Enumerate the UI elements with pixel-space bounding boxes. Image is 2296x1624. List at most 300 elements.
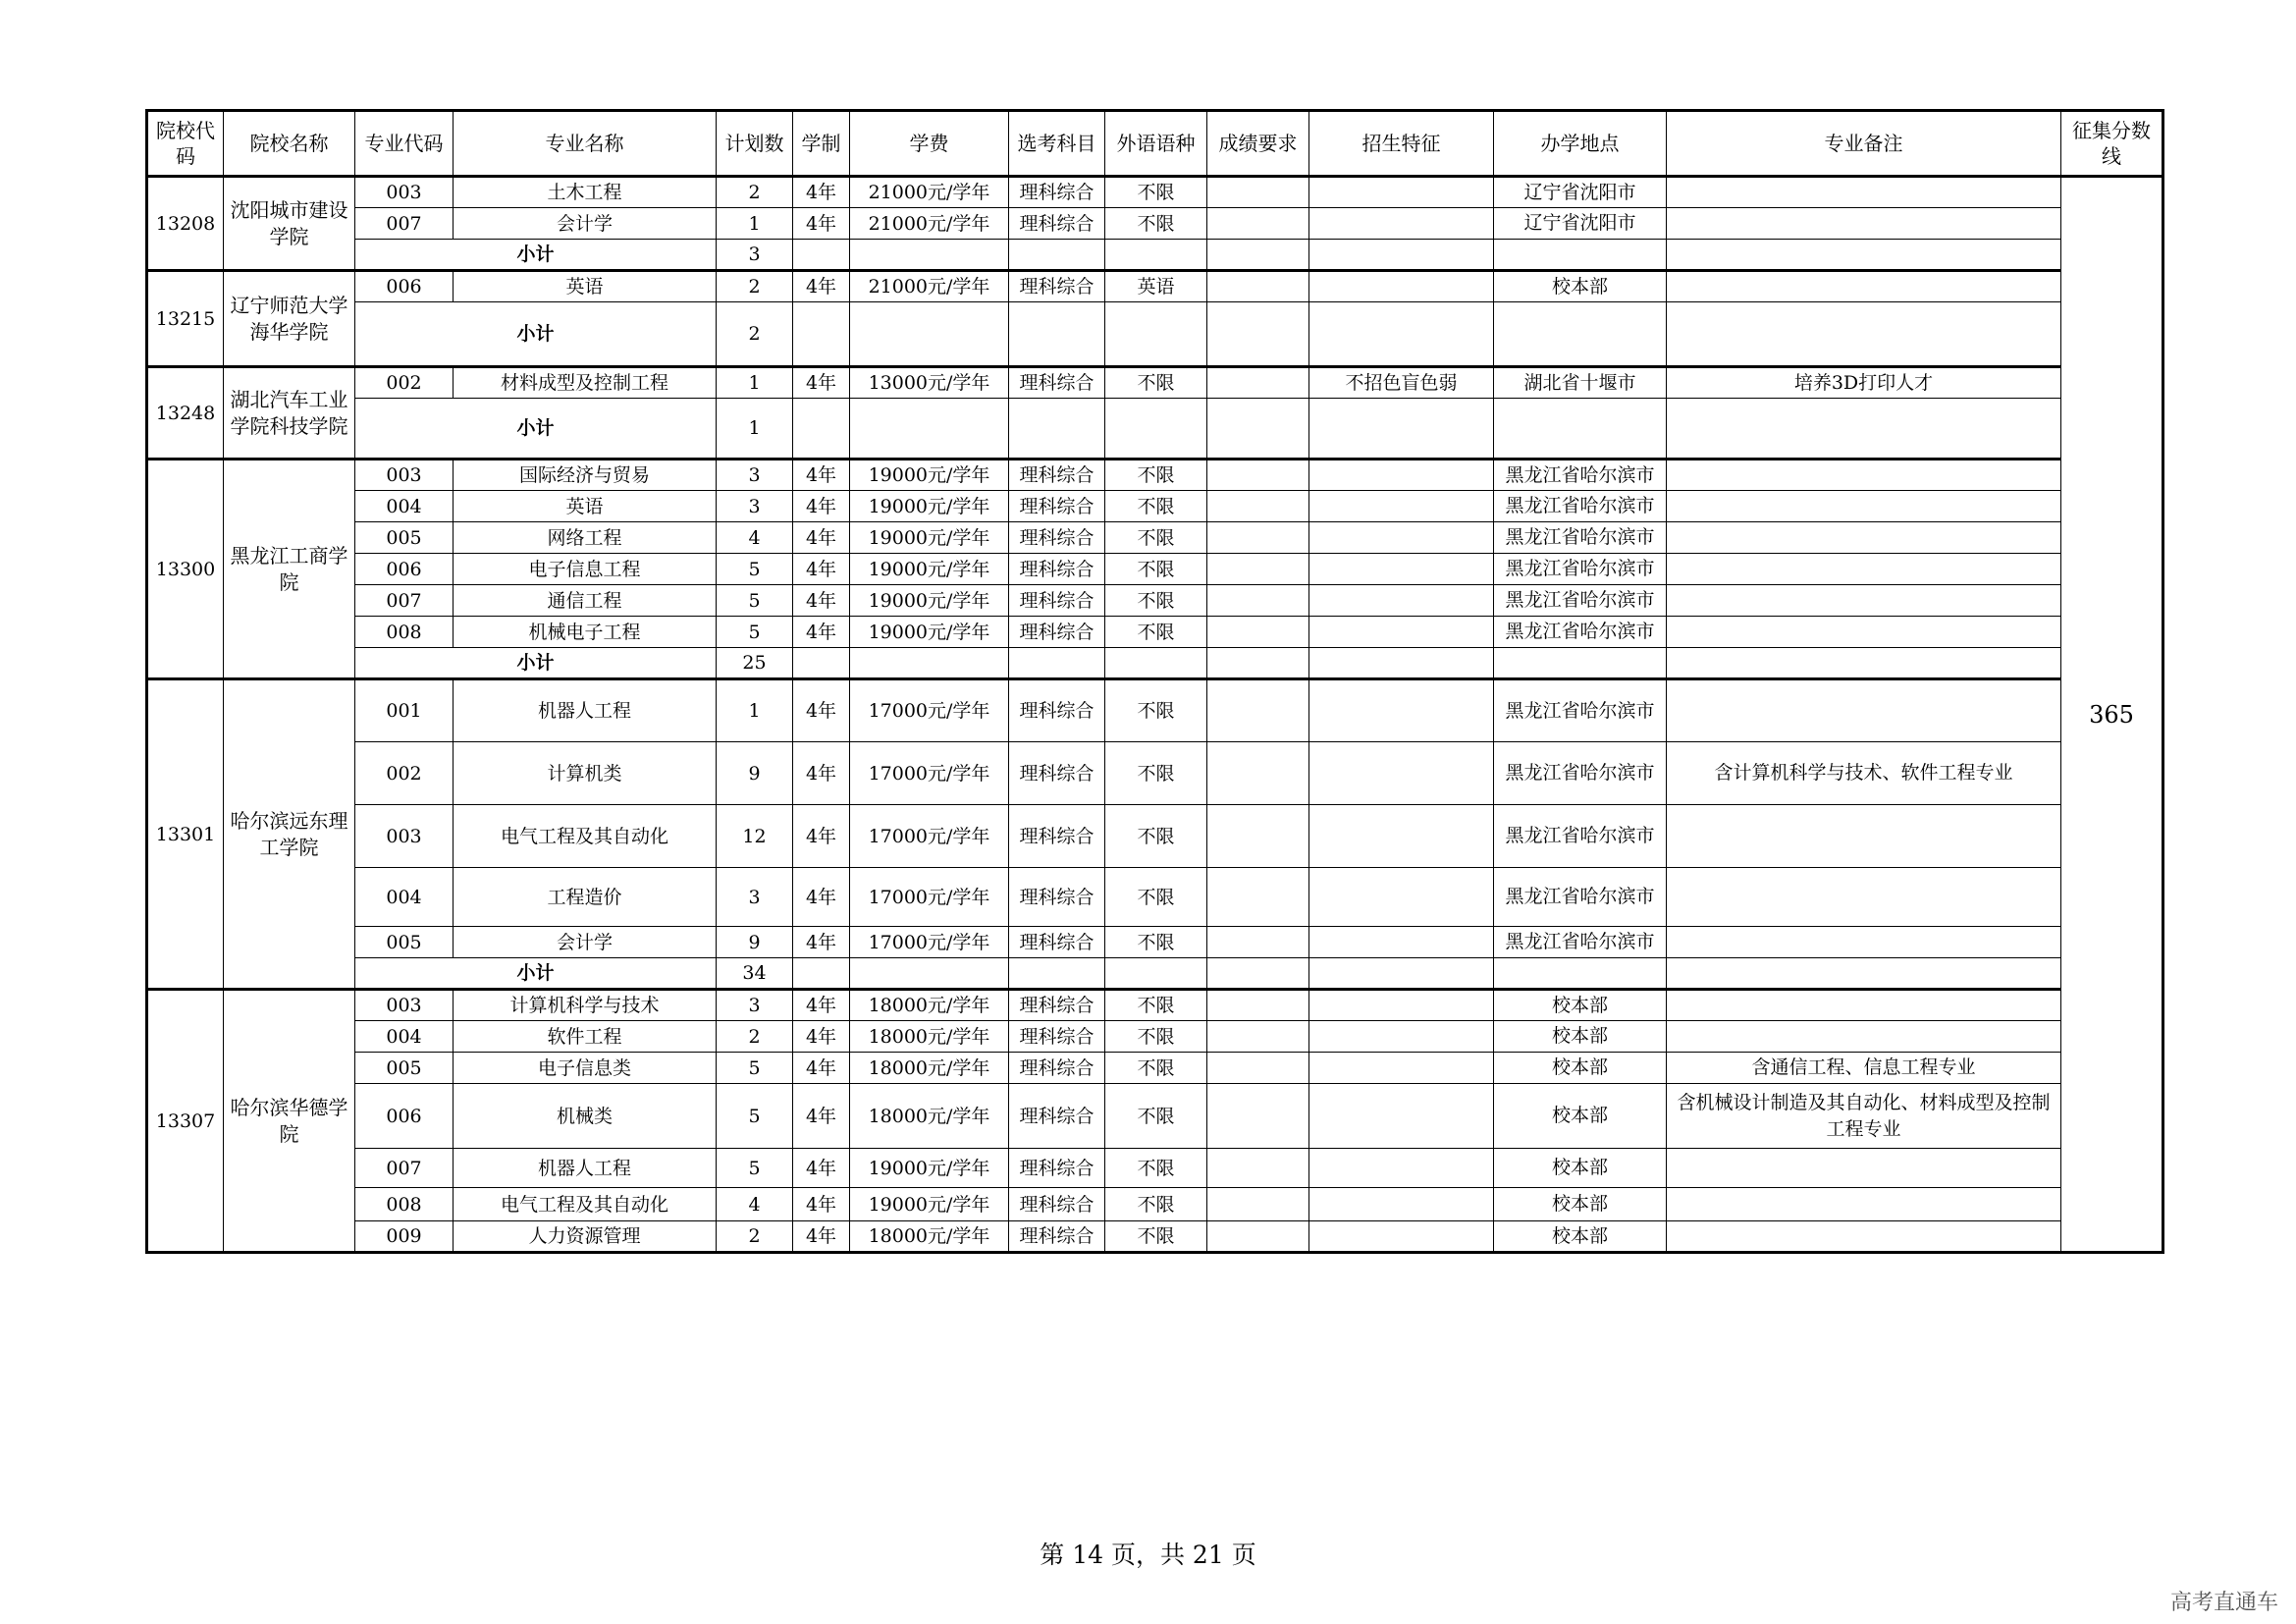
- empty-cell: [1494, 958, 1667, 990]
- grade-req: [1207, 585, 1309, 617]
- subject: 理科综合: [1009, 990, 1105, 1021]
- plan-count: 3: [717, 491, 793, 522]
- major-name: 计算机科学与技术: [454, 990, 717, 1021]
- plan-count: 2: [717, 177, 793, 208]
- subject: 理科综合: [1009, 208, 1105, 240]
- subtotal-label: 小计: [355, 302, 717, 367]
- grade-req: [1207, 491, 1309, 522]
- plan-count: 5: [717, 554, 793, 585]
- language: 不限: [1105, 1053, 1207, 1084]
- years: 4年: [793, 367, 850, 399]
- fee: 21000元/学年: [850, 271, 1009, 302]
- language: 不限: [1105, 990, 1207, 1021]
- empty-cell: [1207, 958, 1309, 990]
- language: 不限: [1105, 927, 1207, 958]
- empty-cell: [793, 302, 850, 367]
- years: 4年: [793, 1021, 850, 1053]
- language: 不限: [1105, 742, 1207, 805]
- fee: 17000元/学年: [850, 679, 1009, 742]
- fee: 21000元/学年: [850, 177, 1009, 208]
- location: 校本部: [1494, 1053, 1667, 1084]
- header-major-name: 专业名称: [454, 111, 717, 177]
- years: 4年: [793, 679, 850, 742]
- remark: [1667, 679, 2061, 742]
- subject: 理科综合: [1009, 679, 1105, 742]
- school-code: 13300: [147, 460, 224, 679]
- years: 4年: [793, 1084, 850, 1149]
- school-name: 黑龙江工商学院: [224, 460, 355, 679]
- location: 黑龙江省哈尔滨市: [1494, 522, 1667, 554]
- grade-req: [1207, 367, 1309, 399]
- subject: 理科综合: [1009, 367, 1105, 399]
- empty-cell: [1105, 958, 1207, 990]
- plan-count: 4: [717, 1188, 793, 1221]
- grade-req: [1207, 1084, 1309, 1149]
- fee: 19000元/学年: [850, 585, 1009, 617]
- fee: 21000元/学年: [850, 208, 1009, 240]
- empty-cell: [850, 302, 1009, 367]
- grade-req: [1207, 1188, 1309, 1221]
- empty-cell: [1009, 240, 1105, 271]
- major-code: 002: [355, 742, 454, 805]
- table-row: [147, 742, 2163, 805]
- major-name: 机器人工程: [454, 1149, 717, 1188]
- plan-count: 3: [717, 460, 793, 491]
- feature: [1309, 460, 1494, 491]
- location: 黑龙江省哈尔滨市: [1494, 491, 1667, 522]
- subject: 理科综合: [1009, 868, 1105, 927]
- grade-req: [1207, 1053, 1309, 1084]
- location: 校本部: [1494, 1188, 1667, 1221]
- fee: 19000元/学年: [850, 522, 1009, 554]
- empty-cell: [793, 240, 850, 271]
- remark: [1667, 1221, 2061, 1253]
- language: 不限: [1105, 554, 1207, 585]
- header-language: 外语语种: [1105, 111, 1207, 177]
- empty-cell: [1105, 648, 1207, 679]
- fee: 19000元/学年: [850, 460, 1009, 491]
- language: 不限: [1105, 522, 1207, 554]
- major-name: 材料成型及控制工程: [454, 367, 717, 399]
- remark: [1667, 1149, 2061, 1188]
- empty-cell: [1494, 302, 1667, 367]
- empty-cell: [793, 399, 850, 460]
- feature: [1309, 927, 1494, 958]
- header-feature: 招生特征: [1309, 111, 1494, 177]
- plan-count: 1: [717, 208, 793, 240]
- empty-cell: [793, 648, 850, 679]
- remark: [1667, 868, 2061, 927]
- major-name: 工程造价: [454, 868, 717, 927]
- school-code: 13208: [147, 177, 224, 271]
- years: 4年: [793, 1188, 850, 1221]
- subtotal-label: 小计: [355, 240, 717, 271]
- fee: 19000元/学年: [850, 1188, 1009, 1221]
- major-code: 006: [355, 1084, 454, 1149]
- school-name: 哈尔滨华德学院: [224, 990, 355, 1253]
- empty-cell: [1494, 240, 1667, 271]
- remark: 含机械设计制造及其自动化、材料成型及控制工程专业: [1667, 1084, 2061, 1149]
- subject: 理科综合: [1009, 1149, 1105, 1188]
- header-school-code: 院校代码: [147, 111, 224, 177]
- table-row: [147, 271, 2163, 302]
- plan-count: 3: [717, 990, 793, 1021]
- major-name: 电气工程及其自动化: [454, 1188, 717, 1221]
- plan-count: 12: [717, 805, 793, 868]
- subject: 理科综合: [1009, 491, 1105, 522]
- major-code: 007: [355, 1149, 454, 1188]
- subject: 理科综合: [1009, 617, 1105, 648]
- fee: 17000元/学年: [850, 742, 1009, 805]
- major-name: 计算机类: [454, 742, 717, 805]
- school-name: 湖北汽车工业学院科技学院: [224, 367, 355, 460]
- fee: 18000元/学年: [850, 990, 1009, 1021]
- major-code: 001: [355, 679, 454, 742]
- subtotal-row: [147, 302, 2163, 367]
- major-name: 电子信息工程: [454, 554, 717, 585]
- empty-cell: [1207, 648, 1309, 679]
- location: 辽宁省沈阳市: [1494, 208, 1667, 240]
- major-code: 002: [355, 367, 454, 399]
- language: 英语: [1105, 271, 1207, 302]
- feature: [1309, 742, 1494, 805]
- header-fee: 学费: [850, 111, 1009, 177]
- empty-cell: [1667, 958, 2061, 990]
- table-row: [147, 868, 2163, 927]
- major-code: 007: [355, 585, 454, 617]
- fee: 18000元/学年: [850, 1053, 1009, 1084]
- major-name: 网络工程: [454, 522, 717, 554]
- major-name: 土木工程: [454, 177, 717, 208]
- major-code: 006: [355, 271, 454, 302]
- subject: 理科综合: [1009, 1084, 1105, 1149]
- language: 不限: [1105, 1149, 1207, 1188]
- location: 校本部: [1494, 1084, 1667, 1149]
- language: 不限: [1105, 1084, 1207, 1149]
- fee: 13000元/学年: [850, 367, 1009, 399]
- major-code: 004: [355, 1021, 454, 1053]
- empty-cell: [1309, 302, 1494, 367]
- subject: 理科综合: [1009, 1053, 1105, 1084]
- location: 校本部: [1494, 1149, 1667, 1188]
- subtotal-value: 34: [717, 958, 793, 990]
- location: 辽宁省沈阳市: [1494, 177, 1667, 208]
- grade-req: [1207, 460, 1309, 491]
- plan-count: 4: [717, 522, 793, 554]
- feature: [1309, 617, 1494, 648]
- table-row: [147, 617, 2163, 648]
- subtotal-row: [147, 648, 2163, 679]
- major-name: 软件工程: [454, 1021, 717, 1053]
- language: 不限: [1105, 805, 1207, 868]
- years: 4年: [793, 1053, 850, 1084]
- feature: [1309, 1221, 1494, 1253]
- table-row: [147, 927, 2163, 958]
- language: 不限: [1105, 491, 1207, 522]
- empty-cell: [1309, 958, 1494, 990]
- table-row: [147, 491, 2163, 522]
- language: 不限: [1105, 868, 1207, 927]
- feature: [1309, 271, 1494, 302]
- header-years: 学制: [793, 111, 850, 177]
- major-name: 国际经济与贸易: [454, 460, 717, 491]
- table-row: [147, 679, 2163, 742]
- feature: [1309, 1188, 1494, 1221]
- table-row: [147, 990, 2163, 1021]
- empty-cell: [1667, 648, 2061, 679]
- remark: [1667, 1021, 2061, 1053]
- grade-req: [1207, 271, 1309, 302]
- grade-req: [1207, 177, 1309, 208]
- table-body: [147, 177, 2163, 1253]
- location: 黑龙江省哈尔滨市: [1494, 679, 1667, 742]
- header-major-code: 专业代码: [355, 111, 454, 177]
- grade-req: [1207, 1021, 1309, 1053]
- major-code: 003: [355, 177, 454, 208]
- major-name: 会计学: [454, 208, 717, 240]
- plan-count: 9: [717, 927, 793, 958]
- subject: 理科综合: [1009, 554, 1105, 585]
- remark: [1667, 617, 2061, 648]
- subject: 理科综合: [1009, 1188, 1105, 1221]
- fee: 19000元/学年: [850, 491, 1009, 522]
- years: 4年: [793, 491, 850, 522]
- major-code: 009: [355, 1221, 454, 1253]
- plan-count: 5: [717, 617, 793, 648]
- years: 4年: [793, 177, 850, 208]
- remark: [1667, 585, 2061, 617]
- feature: [1309, 1149, 1494, 1188]
- major-name: 机械电子工程: [454, 617, 717, 648]
- subtotal-value: 3: [717, 240, 793, 271]
- empty-cell: [850, 648, 1009, 679]
- language: 不限: [1105, 1221, 1207, 1253]
- fee: 18000元/学年: [850, 1021, 1009, 1053]
- years: 4年: [793, 1221, 850, 1253]
- grade-req: [1207, 554, 1309, 585]
- empty-cell: [793, 958, 850, 990]
- language: 不限: [1105, 367, 1207, 399]
- feature: [1309, 585, 1494, 617]
- empty-cell: [1009, 958, 1105, 990]
- fee: 17000元/学年: [850, 805, 1009, 868]
- location: 校本部: [1494, 1221, 1667, 1253]
- table-row: [147, 1221, 2163, 1253]
- grade-req: [1207, 868, 1309, 927]
- remark: [1667, 990, 2061, 1021]
- feature: [1309, 990, 1494, 1021]
- subject: 理科综合: [1009, 1221, 1105, 1253]
- major-code: 004: [355, 491, 454, 522]
- header-subject: 选考科目: [1009, 111, 1105, 177]
- plan-count: 5: [717, 1053, 793, 1084]
- subtotal-label: 小计: [355, 958, 717, 990]
- remark: [1667, 177, 2061, 208]
- major-name: 人力资源管理: [454, 1221, 717, 1253]
- major-code: 005: [355, 927, 454, 958]
- empty-cell: [1494, 399, 1667, 460]
- empty-cell: [850, 958, 1009, 990]
- header-score-line: 征集分数线: [2061, 111, 2163, 177]
- major-code: 003: [355, 805, 454, 868]
- table-row: [147, 1021, 2163, 1053]
- remark: [1667, 491, 2061, 522]
- major-code: 004: [355, 868, 454, 927]
- remark: [1667, 1188, 2061, 1221]
- subtotal-row: [147, 958, 2163, 990]
- years: 4年: [793, 208, 850, 240]
- table-row: [147, 460, 2163, 491]
- plan-count: 2: [717, 1221, 793, 1253]
- plan-count: 1: [717, 679, 793, 742]
- grade-req: [1207, 1221, 1309, 1253]
- admission-plan-table: [145, 109, 2164, 1254]
- location: 黑龙江省哈尔滨市: [1494, 805, 1667, 868]
- remark: 培养3D打印人才: [1667, 367, 2061, 399]
- empty-cell: [1105, 302, 1207, 367]
- header-remark: 专业备注: [1667, 111, 2061, 177]
- grade-req: [1207, 1149, 1309, 1188]
- table-row: [147, 1188, 2163, 1221]
- school-name: 哈尔滨远东理工学院: [224, 679, 355, 990]
- remark: [1667, 805, 2061, 868]
- empty-cell: [850, 399, 1009, 460]
- fee: 19000元/学年: [850, 554, 1009, 585]
- plan-count: 5: [717, 1084, 793, 1149]
- header-plan: 计划数: [717, 111, 793, 177]
- remark: [1667, 271, 2061, 302]
- feature: [1309, 679, 1494, 742]
- plan-count: 5: [717, 585, 793, 617]
- major-name: 电气工程及其自动化: [454, 805, 717, 868]
- grade-req: [1207, 805, 1309, 868]
- empty-cell: [1667, 240, 2061, 271]
- remark: [1667, 460, 2061, 491]
- language: 不限: [1105, 679, 1207, 742]
- table-row: [147, 805, 2163, 868]
- years: 4年: [793, 554, 850, 585]
- location: 黑龙江省哈尔滨市: [1494, 554, 1667, 585]
- table-row: [147, 367, 2163, 399]
- fee: 18000元/学年: [850, 1084, 1009, 1149]
- subject: 理科综合: [1009, 927, 1105, 958]
- feature: [1309, 1084, 1494, 1149]
- table-row: [147, 554, 2163, 585]
- years: 4年: [793, 460, 850, 491]
- feature: [1309, 522, 1494, 554]
- feature: [1309, 491, 1494, 522]
- location: 黑龙江省哈尔滨市: [1494, 585, 1667, 617]
- table-row: [147, 1084, 2163, 1149]
- plan-count: 1: [717, 367, 793, 399]
- location: 黑龙江省哈尔滨市: [1494, 617, 1667, 648]
- empty-cell: [1009, 302, 1105, 367]
- watermark: 高考直通车: [2169, 1591, 2278, 1615]
- feature: [1309, 1021, 1494, 1053]
- major-name: 英语: [454, 271, 717, 302]
- remark: [1667, 554, 2061, 585]
- feature: [1309, 805, 1494, 868]
- empty-cell: [1105, 240, 1207, 271]
- major-name: 英语: [454, 491, 717, 522]
- fee: 18000元/学年: [850, 1221, 1009, 1253]
- table-row: [147, 1053, 2163, 1084]
- page-number: 第 14 页，共 21 页: [1040, 1541, 1256, 1569]
- major-code: 008: [355, 617, 454, 648]
- location: 黑龙江省哈尔滨市: [1494, 927, 1667, 958]
- language: 不限: [1105, 177, 1207, 208]
- feature: [1309, 1053, 1494, 1084]
- remark: [1667, 927, 2061, 958]
- empty-cell: [1667, 302, 2061, 367]
- years: 4年: [793, 617, 850, 648]
- empty-cell: [1207, 302, 1309, 367]
- major-code: 008: [355, 1188, 454, 1221]
- plan-count: 5: [717, 1149, 793, 1188]
- subject: 理科综合: [1009, 805, 1105, 868]
- fee: 17000元/学年: [850, 868, 1009, 927]
- major-name: 通信工程: [454, 585, 717, 617]
- plan-count: 2: [717, 271, 793, 302]
- empty-cell: [1207, 399, 1309, 460]
- remark: 含计算机科学与技术、软件工程专业: [1667, 742, 2061, 805]
- grade-req: [1207, 617, 1309, 648]
- header-grade-req: 成绩要求: [1207, 111, 1309, 177]
- subject: 理科综合: [1009, 1021, 1105, 1053]
- major-code: 006: [355, 554, 454, 585]
- empty-cell: [1009, 648, 1105, 679]
- language: 不限: [1105, 1021, 1207, 1053]
- subtotal-label: 小计: [355, 399, 717, 460]
- major-code: 005: [355, 1053, 454, 1084]
- years: 4年: [793, 742, 850, 805]
- language: 不限: [1105, 585, 1207, 617]
- major-name: 会计学: [454, 927, 717, 958]
- empty-cell: [1309, 648, 1494, 679]
- empty-cell: [1309, 399, 1494, 460]
- language: 不限: [1105, 208, 1207, 240]
- school-code: 13301: [147, 679, 224, 990]
- subject: 理科综合: [1009, 177, 1105, 208]
- subject: 理科综合: [1009, 585, 1105, 617]
- major-code: 007: [355, 208, 454, 240]
- subject: 理科综合: [1009, 271, 1105, 302]
- score-line: 365: [2061, 177, 2163, 1253]
- location: 校本部: [1494, 1021, 1667, 1053]
- feature: [1309, 868, 1494, 927]
- empty-cell: [1009, 399, 1105, 460]
- table-row: [147, 585, 2163, 617]
- major-code: 003: [355, 990, 454, 1021]
- plan-count: 9: [717, 742, 793, 805]
- feature: [1309, 554, 1494, 585]
- remark: [1667, 522, 2061, 554]
- location: 黑龙江省哈尔滨市: [1494, 742, 1667, 805]
- grade-req: [1207, 208, 1309, 240]
- school-code: 13307: [147, 990, 224, 1253]
- school-code: 13215: [147, 271, 224, 367]
- table-row: [147, 1149, 2163, 1188]
- subtotal-row: [147, 240, 2163, 271]
- plan-count: 3: [717, 868, 793, 927]
- fee: 19000元/学年: [850, 617, 1009, 648]
- years: 4年: [793, 805, 850, 868]
- language: 不限: [1105, 1188, 1207, 1221]
- major-name: 电子信息类: [454, 1053, 717, 1084]
- years: 4年: [793, 927, 850, 958]
- location: 校本部: [1494, 271, 1667, 302]
- subtotal-label: 小计: [355, 648, 717, 679]
